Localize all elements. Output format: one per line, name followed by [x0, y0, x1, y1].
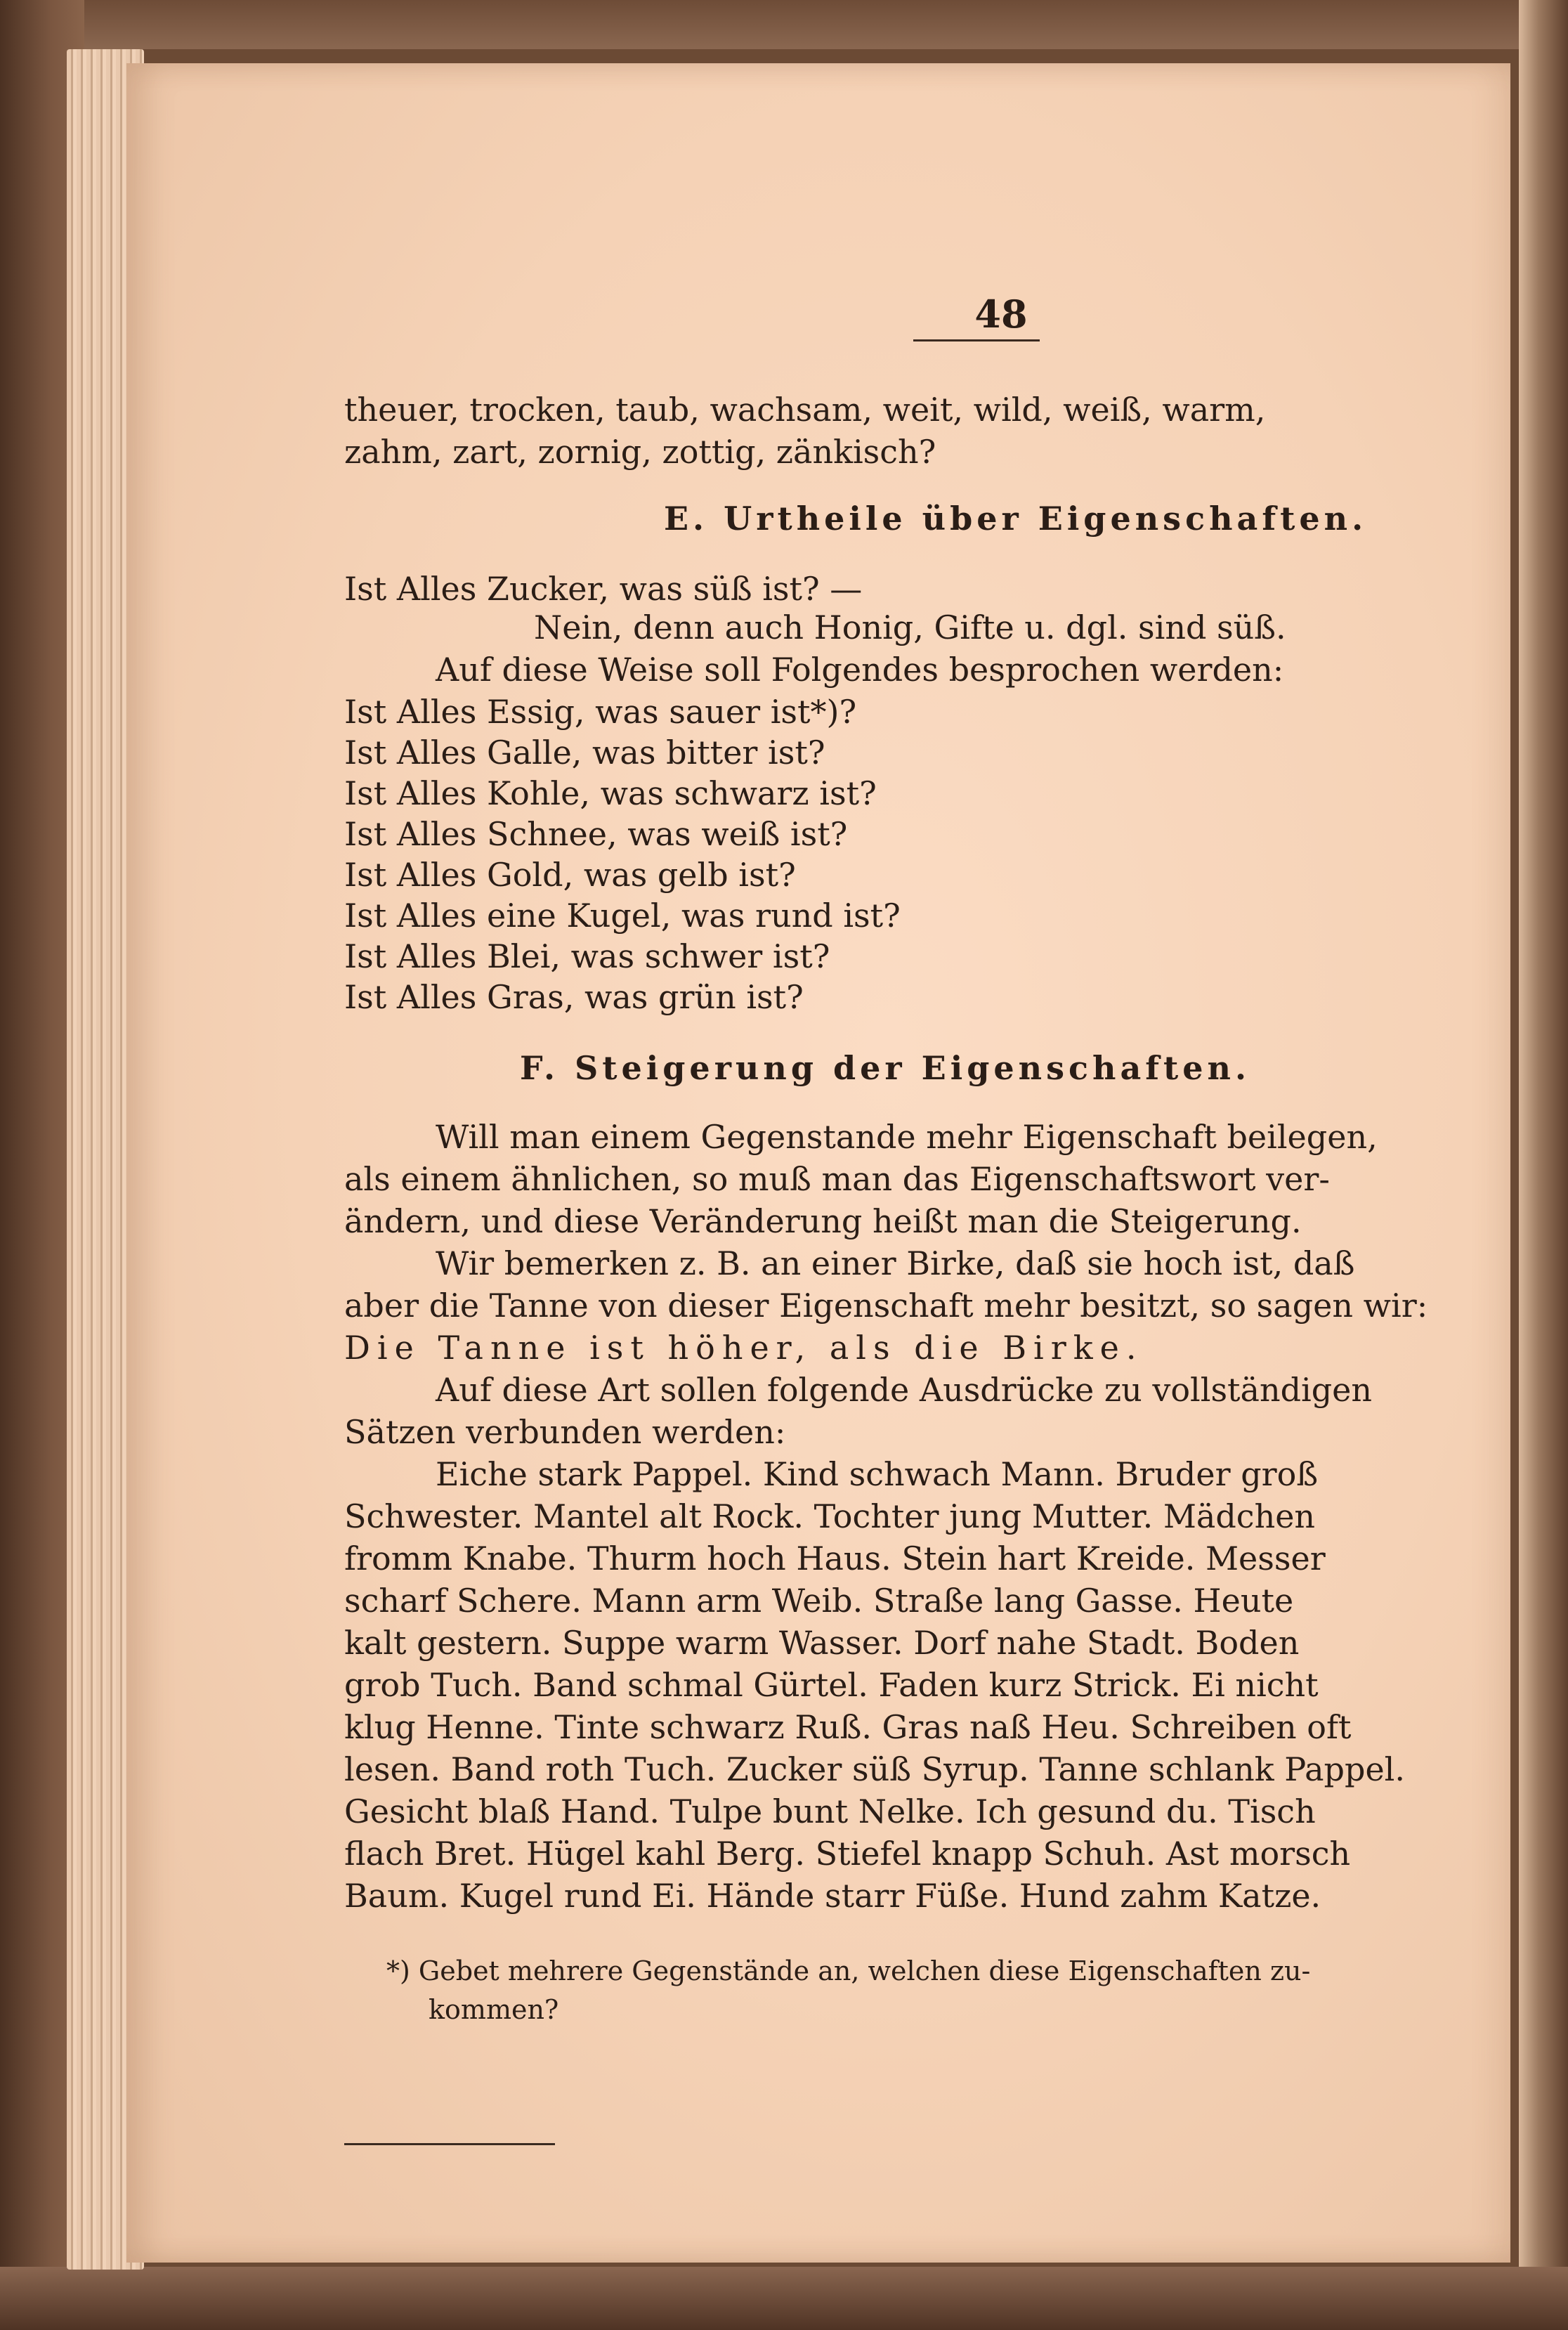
text-line: Ist Alles Zucker, was süß ist? —: [344, 570, 863, 608]
text-line: Schwester. Mantel alt Rock. Tochter jung Mutter. Mädchen: [344, 1497, 1316, 1535]
text-line: zahm, zart, zornig, zottig, zänkisch?: [344, 433, 936, 471]
text-line: Gesicht blaß Hand. Tulpe bunt Nelke. Ich gesund du. Tisch: [344, 1792, 1316, 1830]
text-line: Auf diese Weise soll Folgendes besprochen werden:: [436, 651, 1284, 689]
text-line: als einem ähnlichen, so muß man das Eigenschaftswort ver-: [344, 1160, 1330, 1198]
text-line: Nein, denn auch Honig, Gifte u. dgl. sind süß.: [534, 608, 1286, 646]
question-line: Ist Alles Essig, was sauer ist*)?: [344, 693, 857, 731]
text-line: grob Tuch. Band schmal Gürtel. Faden kurz Strick. Ei nicht: [344, 1666, 1319, 1704]
book-cover-top: [0, 0, 1568, 49]
question-line: Ist Alles Gras, was grün ist?: [344, 978, 804, 1016]
question-line: Ist Alles Gold, was gelb ist?: [344, 856, 796, 894]
text-line: Wir bemerken z. B. an einer Birke, daß sie hoch ist, daß: [436, 1244, 1355, 1282]
text-line: Sätzen verbunden werden:: [344, 1413, 786, 1451]
text-line: kalt gestern. Suppe warm Wasser. Dorf nahe Stadt. Boden: [344, 1624, 1300, 1662]
text-line: aber die Tanne von dieser Eigenschaft mehr besitzt, so sagen wir:: [344, 1287, 1428, 1325]
text-line: klug Henne. Tinte schwarz Ruß. Gras naß Heu. Schreiben oft: [344, 1708, 1352, 1746]
question-line: Ist Alles eine Kugel, was rund ist?: [344, 897, 901, 935]
footnote-line: kommen?: [429, 1994, 559, 2025]
text-line: ändern, und diese Veränderung heißt man die Steigerung.: [344, 1202, 1302, 1240]
text-line: lesen. Band roth Tuch. Zucker süß Syrup. Tanne schlank Pappel.: [344, 1750, 1406, 1788]
text-line: Auf diese Art sollen folgende Ausdrücke zu vollständigen: [436, 1371, 1373, 1409]
text-line: Eiche stark Pappel. Kind schwach Mann. Bruder groß: [436, 1455, 1319, 1493]
section-heading-f: F. Steigerung der Eigenschaften.: [520, 1049, 1251, 1087]
text-line: Die Tanne ist höher, als die Birke.: [344, 1329, 1144, 1367]
text-line: flach Bret. Hügel kahl Berg. Stiefel knapp Schuh. Ast morsch: [344, 1835, 1351, 1873]
text-line: fromm Knabe. Thurm hoch Haus. Stein hart Kreide. Messer: [344, 1540, 1326, 1577]
section-heading-e: E. Urtheile über Eigenschaften.: [664, 500, 1368, 538]
page-number-underline: [913, 339, 1040, 341]
book-cover-bottom: [0, 2267, 1568, 2330]
footnote-line: *) Gebet mehrere Gegenstände an, welchen diese Eigenschaften zu-: [386, 1955, 1311, 1986]
footnote-divider: [344, 2143, 555, 2145]
question-line: Ist Alles Blei, was schwer ist?: [344, 937, 830, 975]
page-number: 48: [974, 292, 1028, 337]
book-cover-right: [1519, 0, 1568, 2330]
text-line: Baum. Kugel rund Ei. Hände starr Füße. Hund zahm Katze.: [344, 1877, 1321, 1915]
text-line: theuer, trocken, taub, wachsam, weit, wild, weiß, warm,: [344, 391, 1266, 429]
text-line: Will man einem Gegenstande mehr Eigenschaft beilegen,: [436, 1118, 1378, 1156]
question-line: Ist Alles Schnee, was weiß ist?: [344, 815, 848, 853]
question-line: Ist Alles Kohle, was schwarz ist?: [344, 774, 877, 812]
book-page: [126, 63, 1510, 2263]
text-line: scharf Schere. Mann arm Weib. Straße lang Gasse. Heute: [344, 1582, 1294, 1620]
question-line: Ist Alles Galle, was bitter ist?: [344, 734, 825, 772]
